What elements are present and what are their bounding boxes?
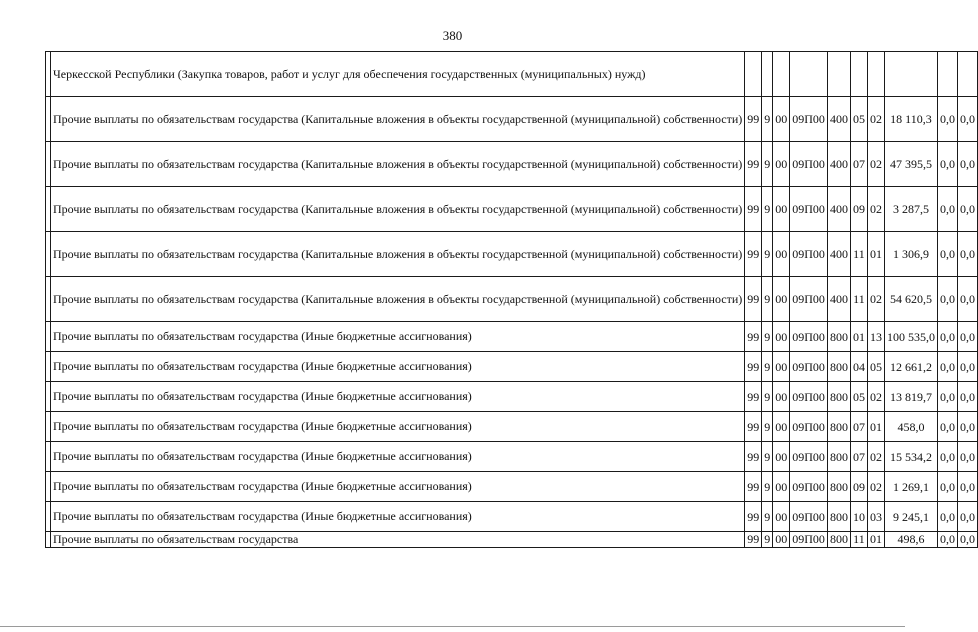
row-name: Прочие выплаты по обязательствам государства (Иные бюджетные ассигнования) [51,442,745,472]
code-direction: 09П00 [790,412,828,442]
amount-year-2: 0,0 [937,472,957,502]
code-expense-type: 400 [827,97,850,142]
amount-year-3: 0,0 [957,412,977,442]
row-name: Прочие выплаты по обязательствам государства (Капитальные вложения в объекты государственной (муниципальной) собственности) [51,187,745,232]
row-name: Прочие выплаты по обязательствам государства (Иные бюджетные ассигнования) [51,322,745,352]
amount-year-1: 1 306,9 [884,232,937,277]
table-row [46,142,978,187]
code-subprogram: 9 [762,352,773,382]
amount-year-2: 0,0 [937,412,957,442]
code-program: 99 [745,142,762,187]
amount-year-1: 54 620,5 [884,277,937,322]
code-subsection: 02 [867,382,884,412]
row-name: Прочие выплаты по обязательствам государства (Иные бюджетные ассигнования) [51,502,745,532]
amount-year-1: 15 534,2 [884,442,937,472]
code-subsection: 02 [867,472,884,502]
code-direction: 09П00 [790,442,828,472]
amount-year-3 [957,52,977,97]
code-event: 00 [773,187,790,232]
page-number: 380 [442,28,463,43]
code-event: 00 [773,97,790,142]
code-program: 99 [745,532,762,548]
code-section: 04 [850,352,867,382]
code-program: 99 [745,187,762,232]
code-expense-type [827,52,850,97]
table-row [46,382,978,412]
amount-year-1 [884,52,937,97]
code-subprogram: 9 [762,382,773,412]
code-section: 05 [850,97,867,142]
code-expense-type: 800 [827,532,850,548]
code-expense-type: 400 [827,232,850,277]
code-section: 07 [850,442,867,472]
table-row [46,442,978,472]
code-event: 00 [773,277,790,322]
table-row [46,232,978,277]
table-row [46,352,978,382]
amount-year-3: 0,0 [957,187,977,232]
code-direction: 09П00 [790,472,828,502]
code-subprogram: 9 [762,187,773,232]
row-name: Прочие выплаты по обязательствам государства (Иные бюджетные ассигнования) [51,472,745,502]
code-subsection: 02 [867,277,884,322]
code-expense-type: 400 [827,142,850,187]
code-program: 99 [745,412,762,442]
code-event: 00 [773,142,790,187]
code-direction: 09П00 [790,532,828,548]
row-name: Прочие выплаты по обязательствам государства (Капитальные вложения в объекты государственной (муниципальной) собственности) [51,277,745,322]
code-event [773,52,790,97]
code-program: 99 [745,232,762,277]
amount-year-2: 0,0 [937,322,957,352]
code-subprogram: 9 [762,532,773,548]
amount-year-2: 0,0 [937,142,957,187]
code-subsection: 02 [867,442,884,472]
code-event: 00 [773,502,790,532]
code-program: 99 [745,352,762,382]
amount-year-1: 18 110,3 [884,97,937,142]
amount-year-2: 0,0 [937,352,957,382]
code-direction: 09П00 [790,382,828,412]
code-subprogram: 9 [762,232,773,277]
amount-year-1: 3 287,5 [884,187,937,232]
code-section: 05 [850,382,867,412]
code-direction: 09П00 [790,277,828,322]
code-subprogram: 9 [762,442,773,472]
table-row [46,412,978,442]
row-name: Прочие выплаты по обязательствам государства (Иные бюджетные ассигнования) [51,382,745,412]
amount-year-3: 0,0 [957,442,977,472]
code-subsection [867,52,884,97]
amount-year-3: 0,0 [957,502,977,532]
amount-year-1: 458,0 [884,412,937,442]
code-direction: 09П00 [790,142,828,187]
table-row [46,322,978,352]
code-subsection: 02 [867,97,884,142]
code-expense-type: 800 [827,412,850,442]
code-section: 11 [850,532,867,548]
amount-year-2: 0,0 [937,382,957,412]
code-expense-type: 800 [827,322,850,352]
amount-year-3: 0,0 [957,382,977,412]
code-section: 10 [850,502,867,532]
code-subsection: 13 [867,322,884,352]
amount-year-2: 0,0 [937,502,957,532]
code-subprogram: 9 [762,142,773,187]
code-subprogram: 9 [762,322,773,352]
code-subprogram [762,52,773,97]
code-subsection: 01 [867,232,884,277]
code-section [850,52,867,97]
table-row [46,52,978,97]
code-section: 11 [850,277,867,322]
code-expense-type: 800 [827,352,850,382]
amount-year-2: 0,0 [937,187,957,232]
table-row [46,532,978,548]
amount-year-2: 0,0 [937,97,957,142]
code-subprogram: 9 [762,502,773,532]
code-subsection: 02 [867,142,884,187]
amount-year-1: 498,6 [884,532,937,548]
code-subsection: 03 [867,502,884,532]
code-section: 07 [850,412,867,442]
code-event: 00 [773,472,790,502]
code-section: 11 [850,232,867,277]
code-program: 99 [745,277,762,322]
row-name: Прочие выплаты по обязательствам государства (Иные бюджетные ассигнования) [51,352,745,382]
budget-table [45,51,978,548]
code-event: 00 [773,442,790,472]
code-expense-type: 800 [827,442,850,472]
amount-year-3: 0,0 [957,472,977,502]
scan-bottom-edge [0,626,905,627]
amount-year-1: 9 245,1 [884,502,937,532]
row-name: Прочие выплаты по обязательствам государства [51,532,745,548]
code-subsection: 01 [867,532,884,548]
code-expense-type: 800 [827,472,850,502]
code-direction [790,52,828,97]
row-name: Прочие выплаты по обязательствам государства (Иные бюджетные ассигнования) [51,412,745,442]
code-subprogram: 9 [762,277,773,322]
amount-year-1: 47 395,5 [884,142,937,187]
table-row [46,472,978,502]
amount-year-1: 13 819,7 [884,382,937,412]
code-section: 09 [850,472,867,502]
code-expense-type: 400 [827,277,850,322]
code-section: 01 [850,322,867,352]
code-subsection: 01 [867,412,884,442]
code-event: 00 [773,532,790,548]
amount-year-2: 0,0 [937,277,957,322]
amount-year-3: 0,0 [957,142,977,187]
code-expense-type: 800 [827,382,850,412]
amount-year-3: 0,0 [957,532,977,548]
code-program: 99 [745,472,762,502]
amount-year-3: 0,0 [957,97,977,142]
amount-year-1: 100 535,0 [884,322,937,352]
code-section: 09 [850,187,867,232]
amount-year-2 [937,52,957,97]
table-row [46,502,978,532]
code-program: 99 [745,502,762,532]
amount-year-3: 0,0 [957,277,977,322]
code-direction: 09П00 [790,97,828,142]
code-program: 99 [745,442,762,472]
code-event: 00 [773,352,790,382]
amount-year-3: 0,0 [957,322,977,352]
row-name: Прочие выплаты по обязательствам государства (Капитальные вложения в объекты государственной (муниципальной) собственности) [51,142,745,187]
amount-year-3: 0,0 [957,352,977,382]
code-subprogram: 9 [762,472,773,502]
code-subsection: 02 [867,187,884,232]
row-name: Черкесской Республики (Закупка товаров, работ и услуг для обеспечения государственных (муниципальных) нужд) [51,52,745,97]
code-program: 99 [745,97,762,142]
code-program: 99 [745,322,762,352]
code-direction: 09П00 [790,232,828,277]
code-expense-type: 400 [827,187,850,232]
code-event: 00 [773,232,790,277]
amount-year-2: 0,0 [937,532,957,548]
row-name: Прочие выплаты по обязательствам государства (Капитальные вложения в объекты государственной (муниципальной) собственности) [51,97,745,142]
code-direction: 09П00 [790,352,828,382]
code-subprogram: 9 [762,412,773,442]
row-name: Прочие выплаты по обязательствам государства (Капитальные вложения в объекты государственной (муниципальной) собственности) [51,232,745,277]
code-direction: 09П00 [790,322,828,352]
code-program: 99 [745,382,762,412]
code-program [745,52,762,97]
code-expense-type: 800 [827,502,850,532]
table-row [46,187,978,232]
code-event: 00 [773,322,790,352]
amount-year-3: 0,0 [957,232,977,277]
code-section: 07 [850,142,867,187]
code-subsection: 05 [867,352,884,382]
amount-year-1: 1 269,1 [884,472,937,502]
code-direction: 09П00 [790,187,828,232]
amount-year-1: 12 661,2 [884,352,937,382]
code-event: 00 [773,382,790,412]
code-direction: 09П00 [790,502,828,532]
code-event: 00 [773,412,790,442]
amount-year-2: 0,0 [937,442,957,472]
amount-year-2: 0,0 [937,232,957,277]
table-row [46,97,978,142]
table-row [46,277,978,322]
code-subprogram: 9 [762,97,773,142]
